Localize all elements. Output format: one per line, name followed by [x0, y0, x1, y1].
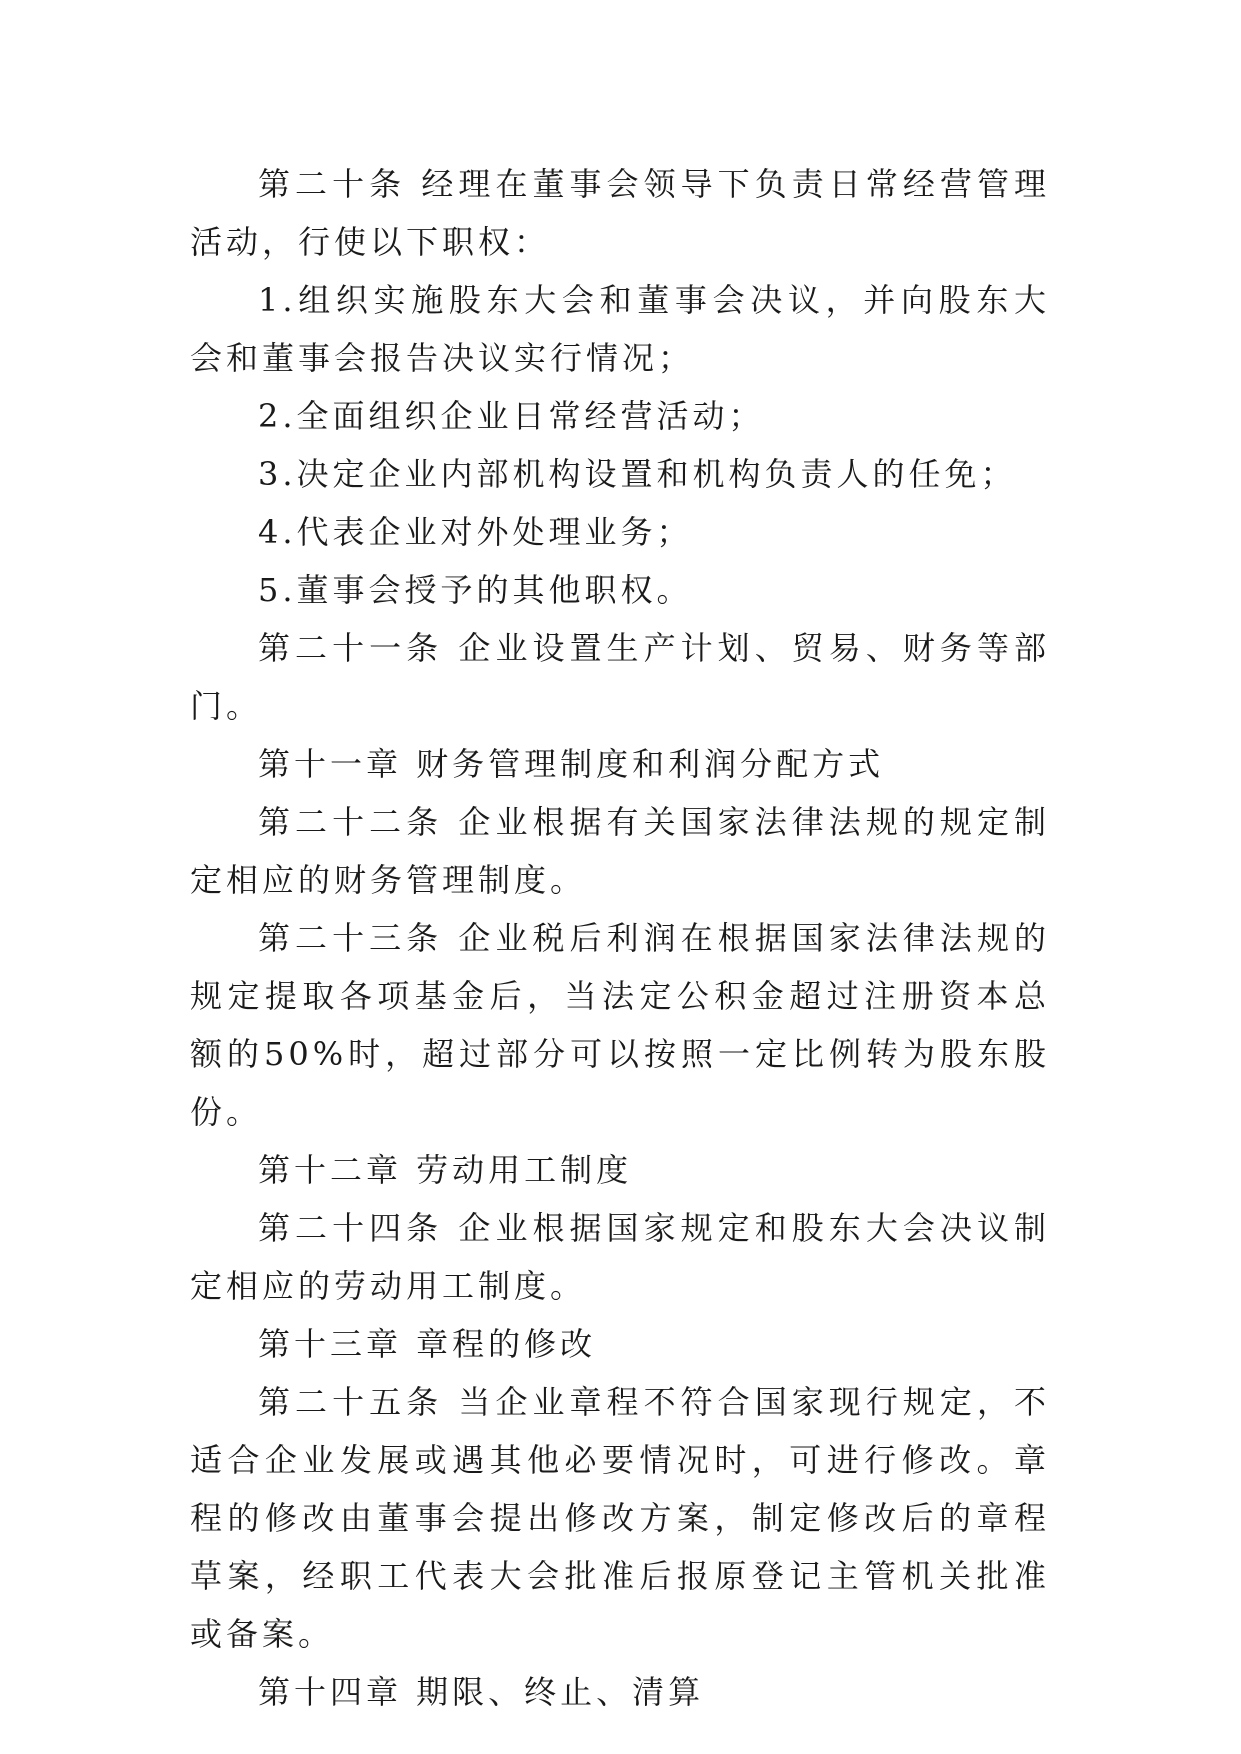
article-20: 第二十条 经理在董事会领导下负责日常经营管理活动，行使以下职权：: [190, 165, 1050, 261]
chapter-12-heading: 第十二章 劳动用工制度: [258, 1151, 633, 1189]
article-21: 第二十一条 企业设置生产计划、贸易、财务等部门。: [190, 629, 1050, 725]
list-item-4: 4.代表企业对外处理业务；: [258, 513, 693, 551]
article-22: 第二十二条 企业根据有关国家法律法规的规定制定相应的财务管理制度。: [190, 803, 1050, 899]
list-item-1: 1.组织实施股东大会和董事会决议，并向股东大会和董事会报告决议实行情况；: [190, 281, 1050, 377]
chapter-11-heading: 第十一章 财务管理制度和利润分配方式: [258, 745, 885, 783]
article-24: 第二十四条 企业根据国家规定和股东大会决议制定相应的劳动用工制度。: [190, 1209, 1050, 1305]
chapter-13-heading: 第十三章 章程的修改: [258, 1325, 597, 1363]
chapter-14-heading: 第十四章 期限、终止、清算: [258, 1673, 705, 1711]
list-item-5: 5.董事会授予的其他职权。: [258, 571, 693, 609]
article-23: 第二十三条 企业税后利润在根据国家法律法规的规定提取各项基金后，当法定公积金超过注册资本总额的50%时，超过部分可以按照一定比例转为股东股份。: [190, 919, 1050, 1131]
article-25: 第二十五条 当企业章程不符合国家现行规定，不适合企业发展或遇其他必要情况时，可进行修改。章程的修改由董事会提出修改方案，制定修改后的章程草案，经职工代表大会批准后报原登记主管机关批准或备案。: [190, 1383, 1050, 1653]
list-item-2: 2.全面组织企业日常经营活动；: [258, 397, 765, 435]
list-item-3: 3.决定企业内部机构设置和机构负责人的任免；: [258, 455, 1017, 493]
document-body: [190, 155, 1050, 1721]
